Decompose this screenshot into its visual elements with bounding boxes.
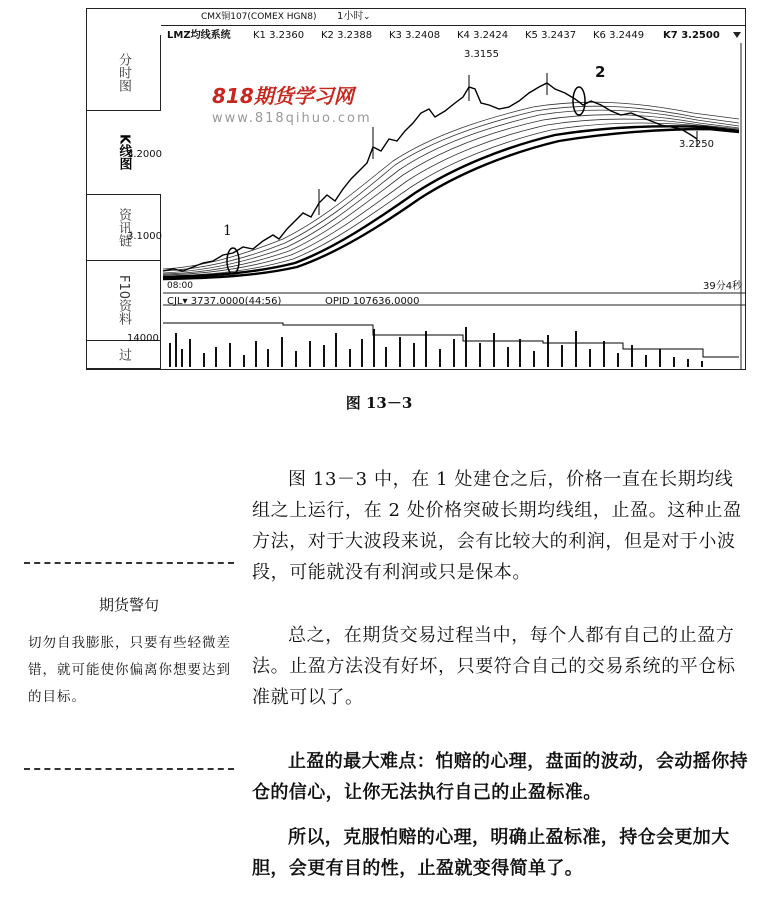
tab-more[interactable]: 过	[87, 341, 161, 369]
sidebar-body: 切勿自我膨胀，只要有些轻微差错，就可能使你偏离你想要达到的目标。	[28, 635, 231, 705]
sidebar-top-divider	[24, 562, 234, 564]
last-price-label: 3.2250	[679, 139, 714, 150]
paragraph-3: 止盈的最大难点：怕赔的心理，盘面的波动，会动摇你持仓的信心，让你无法执行自己的止盈标准。	[252, 751, 748, 803]
ma-item-k7: K7 3.2500	[663, 30, 720, 41]
chart-header	[161, 9, 745, 26]
figure-caption: 图 13－3	[345, 394, 413, 412]
paragraph-4: 所以，克服怕赔的心理，明确止盈标准，持仓会更加大胆，会更有目的性，止盈就变得简单了。	[252, 827, 730, 879]
ma-item-k5: K5 3.2437	[525, 30, 577, 41]
candle-wicks	[319, 73, 697, 215]
ma-legend-bar	[163, 29, 745, 43]
period-dropdown[interactable]: 1小时	[337, 11, 364, 22]
volume-y-label: 14000	[127, 333, 159, 344]
y-label-3.1000: 3.1000	[127, 231, 162, 242]
paragraph-2: 总之，在期货交易过程当中，每个人都有自己的止盈方法。止盈方法没有好坏，只要符合自己的交易系统的平仓标准就可以了。	[252, 625, 736, 708]
tab-k-line[interactable]: K线图	[87, 111, 161, 195]
tab-time-sharing[interactable]: 分时图	[87, 35, 161, 111]
sidebar-bottom-divider	[24, 768, 234, 770]
chart-screenshot	[86, 8, 746, 370]
marker-1-label: 1	[223, 223, 232, 239]
sidebar-title: 期货警句	[98, 596, 159, 614]
start-time-label: 08:00	[167, 281, 193, 291]
cjl-indicator[interactable]: CJL▾ 3737.0000(44:56)	[167, 296, 282, 307]
tab-f10[interactable]: F10资料	[87, 261, 161, 341]
chevron-down-icon[interactable]: ⌄	[363, 12, 371, 22]
opid-indicator: OPID 107636.0000	[325, 296, 420, 307]
ma-ribbon	[163, 102, 739, 276]
watermark-logo: 818期货学习网	[212, 84, 354, 108]
ma-item-k3: K3 3.2408	[389, 30, 441, 41]
marker-2-label: 2	[595, 63, 606, 81]
tab-news[interactable]: 资讯链	[87, 195, 161, 261]
watermark	[212, 80, 372, 126]
ma-item-k2: K2 3.2388	[321, 30, 373, 41]
paragraph-1: 图 13－3 中，在 1 处建仓之后，价格一直在长期均线组之上运行，在 2 处价格突破长期均线组，止盈。这种止盈方法，对于大波段来说，会有比较大的利润，但是对于小波段，可能就没有利润或只是保本。	[252, 469, 742, 583]
countdown-label: 39分4秒	[703, 281, 743, 292]
y-label-3.2000: 3.2000	[127, 149, 162, 160]
triangle-down-icon[interactable]	[733, 32, 741, 38]
open-interest-line	[163, 323, 739, 357]
ma-item-k6: K6 3.2449	[593, 30, 645, 41]
ma-item-k4: K4 3.2424	[457, 30, 509, 41]
ma-item-k1: K1 3.2360	[253, 30, 305, 41]
peak-price-label: 3.3155	[464, 49, 499, 60]
watermark-url: www.818qihuo.com	[212, 111, 372, 126]
ma-system-label[interactable]: LMZ均线系统	[167, 30, 231, 41]
symbol-label: CMX铜107(COMEX HGN8)	[201, 12, 317, 22]
